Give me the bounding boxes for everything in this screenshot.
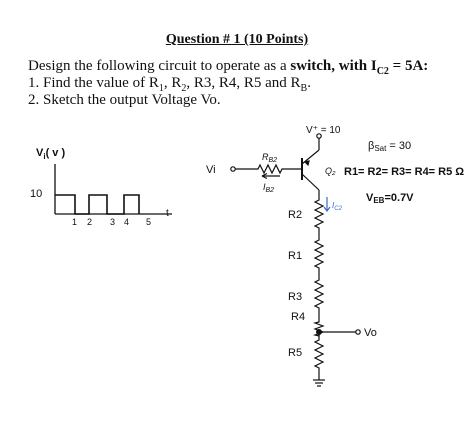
supply-label: V⁺ = 10: [306, 125, 341, 136]
waveform-level-label: 10: [30, 188, 43, 200]
waveform-time-label: t: [166, 208, 169, 219]
resistor-r3: [315, 278, 323, 320]
ic2-label: $I_{C2}$: [332, 201, 342, 212]
output-terminal: [356, 330, 360, 334]
r2-label: R2: [288, 209, 303, 221]
ib2-label: $I_{B2}$: [263, 182, 275, 194]
resistor-rb2: [235, 165, 302, 173]
beta-sat-param: βSat = 30: [368, 140, 412, 153]
waveform-tick-3: 3: [110, 217, 116, 227]
output-label: Vo: [364, 327, 377, 339]
input-label: Vi: [206, 164, 216, 176]
resistance-param: R1= R2= R3= R4= R5 Ω: [344, 166, 465, 178]
waveform-tick-4: 4: [124, 217, 130, 227]
transistor-collector: [302, 174, 319, 190]
resistor-r1: [315, 238, 323, 278]
r1-label: R1: [288, 250, 303, 262]
question-item-2: 2. Sketch the output Voltage Vo.: [28, 92, 221, 108]
waveform-axis-label: $V_i$( v ): [36, 147, 66, 161]
input-terminal: [231, 167, 235, 171]
problem-statement: Design the following circuit to operate as a switch, with $I_{C2} = 5A$:: [28, 58, 429, 77]
resistor-r2: [315, 190, 323, 238]
waveform-tick-2: 2: [87, 217, 93, 227]
r3-label: R3: [288, 291, 303, 303]
transistor-label: Q₂: [325, 166, 336, 176]
rb2-label: $R_{B2}$: [262, 152, 278, 164]
r4-label: R4: [291, 311, 306, 323]
r5-label: R5: [288, 347, 303, 359]
resistor-r5: [315, 332, 323, 376]
waveform-tick-5: 5: [146, 217, 152, 227]
veb-param: VEB=0.7V: [366, 192, 414, 205]
question-item-1: 1. Find the value of $R_1$, $R_2$, R3, R4, R5 and $R_B$.: [28, 75, 311, 94]
waveform-tick-1: 1: [72, 217, 78, 227]
emitter-arrow: [305, 161, 309, 165]
question-title: Question # 1 (10 Points): [165, 32, 309, 47]
